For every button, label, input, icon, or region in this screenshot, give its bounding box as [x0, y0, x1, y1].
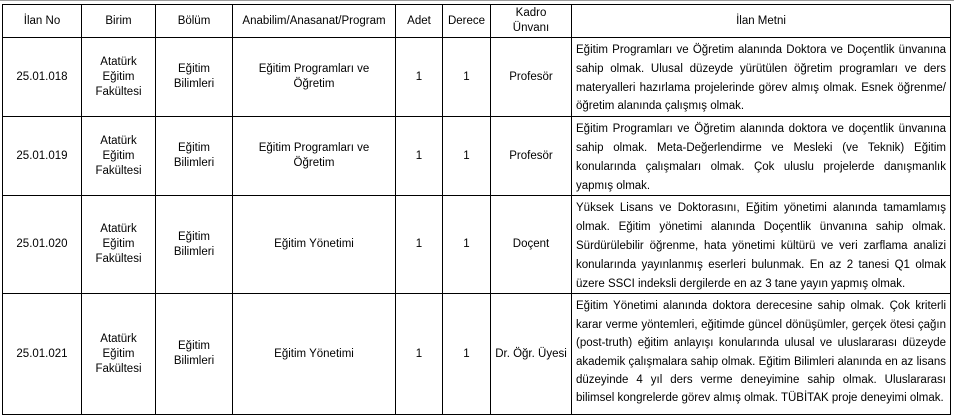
cell-program: Eğitim Yönetimi: [233, 196, 396, 294]
table-row: [3, 196, 951, 294]
job-listing-table: [2, 4, 951, 415]
header-ilan-no: İlan No: [3, 5, 82, 38]
cell-ilan-no: 25.01.019: [3, 117, 82, 196]
cell-program: Eğitim Programları ve Öğretim: [233, 38, 396, 117]
cell-program: Eğitim Programları ve Öğretim: [233, 117, 396, 196]
table-row: [3, 38, 951, 117]
table-header-row: [3, 5, 951, 38]
cell-derece: 1: [443, 294, 491, 415]
cell-derece: 1: [443, 196, 491, 294]
cell-adet: 1: [396, 38, 443, 117]
cell-bolum: Eğitim Bilimleri: [156, 117, 233, 196]
cell-birim: Atatürk Eğitim Fakültesi: [82, 294, 156, 415]
table-row: [3, 117, 951, 196]
cell-program: Eğitim Yönetimi: [233, 294, 396, 415]
cell-kadro: Dr. Öğr. Üyesi: [491, 294, 572, 415]
header-kadro-unvani: Kadro Ünvanı: [491, 5, 572, 38]
cell-ilan-metni: Eğitim Programları ve Öğretim alanında doktora ve doçentlik ünvanına sahip olmak. Meta-Değerlendirme ve Mesleki (ve Teknik) Eğitim konularında çalışmaları olmak. Çok uluslu projelerde danışmanlık yapmış olmak.: [572, 117, 951, 196]
cell-adet: 1: [396, 294, 443, 415]
cell-derece: 1: [443, 117, 491, 196]
header-derece: Derece: [443, 5, 491, 38]
cell-kadro: Profesör: [491, 117, 572, 196]
cell-birim: Atatürk Eğitim Fakültesi: [82, 117, 156, 196]
cell-kadro: Profesör: [491, 38, 572, 117]
header-bolum: Bölüm: [156, 5, 233, 38]
cell-adet: 1: [396, 196, 443, 294]
cell-adet: 1: [396, 117, 443, 196]
cell-birim: Atatürk Eğitim Fakültesi: [82, 38, 156, 117]
cell-birim: Atatürk Eğitim Fakültesi: [82, 196, 156, 294]
cell-ilan-metni: Eğitim Programları ve Öğretim alanında Doktora ve Doçentlik ünvanına sahip olmak. Ulusal düzeyde yürütülen öğretim programları ve ders materyalleri hazırlama projelerinde görev almış olmak. Esnek öğrenme/öğretim alanında çalışmış olmak.: [572, 38, 951, 117]
header-adet: Adet: [396, 5, 443, 38]
cell-ilan-no: 25.01.018: [3, 38, 82, 117]
cell-derece: 1: [443, 38, 491, 117]
header-ilan-metni: İlan Metni: [572, 5, 951, 38]
cell-ilan-metni: Yüksek Lisans ve Doktorasını, Eğitim yönetimi alanında tamamlamış olmak. Eğitim yönetimi alanında Doçentlik ünvanına sahip olmak. Sürdürülebilir öğrenme, hata yönetimi kültürü ve veri zarflama analizi konularında yayınlanmış eserleri bulunmak. En az 2 tanesi Q1 olmak üzere SSCI indeksli dergilerde en az 3 tane yayın yapmış olmak.: [572, 196, 951, 294]
cell-bolum: Eğitim Bilimleri: [156, 294, 233, 415]
cell-ilan-no: 25.01.021: [3, 294, 82, 415]
table-row: [3, 294, 951, 415]
cell-kadro: Doçent: [491, 196, 572, 294]
header-birim: Birim: [82, 5, 156, 38]
cell-ilan-metni: Eğitim Yönetimi alanında doktora derecesine sahip olmak. Çok kriterli karar verme yöntemleri, eğitimde güncel dönüşümler, gerçek ötesi çağın (post-truth) eğitim anlayışı konularında ulusal ve uluslararası düzeyde akademik çalışmalara sahip olmak. Eğitim Bilimleri alanında en az lisans düzeyinde 4 yıl ders verme deneyimine sahip olmak. Uluslararası bilimsel kongrelerde görev almış olmak. TÜBİTAK proje deneyimi olmak.: [572, 294, 951, 415]
cell-bolum: Eğitim Bilimleri: [156, 38, 233, 117]
cell-ilan-no: 25.01.020: [3, 196, 82, 294]
header-program: Anabilim/Anasanat/Program: [233, 5, 396, 38]
cell-bolum: Eğitim Bilimleri: [156, 196, 233, 294]
